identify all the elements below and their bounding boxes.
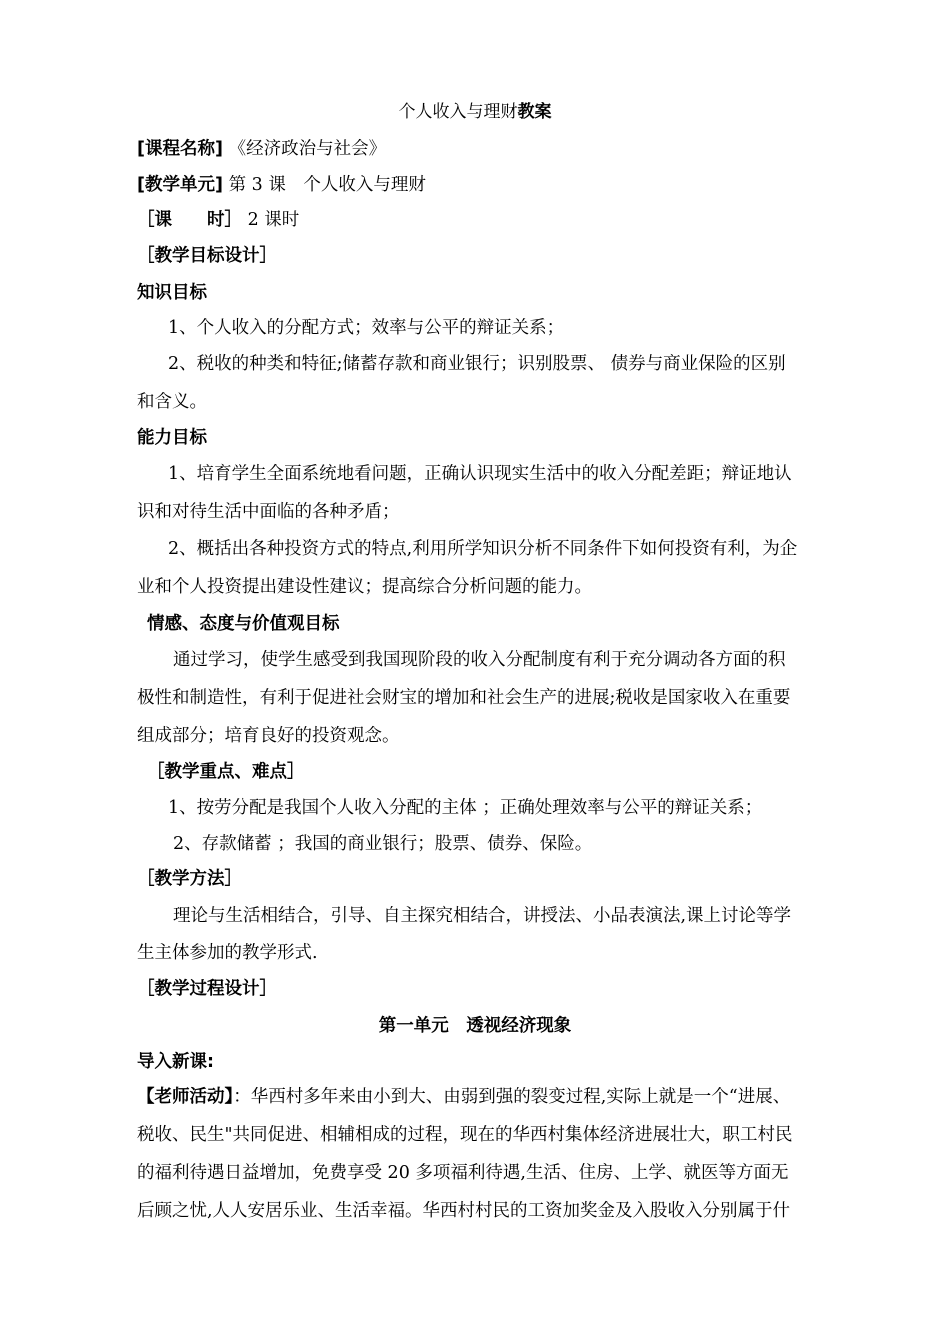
ability-item-1: 1、培育学生全面系统地看问题，正确认识现实生活中的收入分配差距；辩证地认 — [168, 464, 792, 484]
course-name-row — [137, 137, 386, 161]
process-heading: ［教学过程设计］ — [137, 979, 277, 999]
teaching-unit-label: [教学单元] — [137, 175, 223, 195]
class-hours-label: ［课 时］ — [137, 210, 242, 230]
ability-heading: 能力目标 — [137, 428, 207, 448]
emotion-line-3: 组成部分；培育良好的投资观念。 — [137, 726, 400, 746]
objectives-heading: ［教学目标设计］ — [137, 246, 277, 266]
knowledge-heading: 知识目标 — [137, 283, 207, 303]
class-hours-row — [137, 208, 299, 232]
key-points-item-1: 1、按劳分配是我国个人收入分配的主体 ；正确处理效率与公平的辩证关系； — [168, 798, 763, 818]
unit1-title: 第一单元 透视经济现象 — [378, 1016, 572, 1036]
knowledge-item-2: 2、税收的种类和特征;储蓄存款和商业银行；识别股票、 债券与商业保险的区别 — [168, 354, 786, 374]
intro-heading: 导入新课: — [137, 1052, 214, 1072]
teacher-activity-line-4: 后顾之忧,人人安居乐业、生活幸福。华西村村民的工资加奖金及入股收入分别属于什 — [137, 1201, 791, 1221]
teaching-unit-value: 第 3 课 个人收入与理财 — [228, 175, 426, 195]
key-points-heading: ［教学重点、难点］ — [147, 762, 305, 782]
emotion-heading: 情感、态度与价值观目标 — [147, 614, 340, 634]
knowledge-item-1: 1、个人收入的分配方式；效率与公平的辩证关系； — [168, 318, 565, 338]
ability-item-2: 2、概括出各种投资方式的特点,利用所学知识分析不同条件下如何投资有利，为企 — [168, 539, 798, 559]
class-hours-value: 2 课时 — [247, 210, 300, 230]
ability-item-1-cont: 识和对待生活中面临的各种矛盾； — [137, 502, 400, 522]
title-main: 个人收入与理财 — [398, 102, 518, 122]
course-name-label: [课程名称] — [137, 139, 223, 159]
methods-line-2: 生主体参加的教学形式. — [137, 943, 318, 963]
title-suffix: 教案 — [517, 102, 552, 122]
ability-item-2-cont: 业和个人投资提出建设性建议；提高综合分析问题的能力。 — [137, 577, 592, 597]
teaching-unit-row — [137, 173, 426, 197]
teacher-activity-line-2: 税收、民生"共同促进、相辅相成的过程，现在的华西村集体经济进展壮大，职工村民 — [137, 1125, 793, 1145]
teacher-activity-line-3: 的福利待遇日益增加，免费享受 20 多项福利待遇,生活、住房、上学、就医等方面无 — [137, 1163, 789, 1183]
emotion-line-2: 极性和制造性，有利于促进社会财宝的增加和社会生产的进展;税收是国家收入在重要 — [137, 688, 791, 708]
key-points-item-2: 2、存款储蓄 ；我国的商业银行；股票、债券、保险。 — [173, 834, 593, 854]
knowledge-item-2-cont: 和含义。 — [137, 392, 207, 412]
methods-line-1: 理论与生活相结合，引导、自主探究相结合，讲授法、小品表演法,课上讨论等学 — [173, 906, 792, 926]
teacher-activity-text: ：华西村多年来由小到大、由弱到强的裂变过程,实际上就是一个“进展、 — [233, 1087, 791, 1107]
teacher-activity-line-1 — [137, 1085, 790, 1109]
emotion-line-1: 通过学习，使学生感受到我国现阶段的收入分配制度有利于充分调动各方面的积 — [173, 650, 786, 670]
course-name-value: 《经济政治与社会》 — [228, 139, 387, 159]
methods-heading: ［教学方法］ — [137, 869, 242, 889]
teacher-activity-label: 【老师活动】 — [137, 1087, 234, 1107]
page-title — [0, 100, 950, 124]
